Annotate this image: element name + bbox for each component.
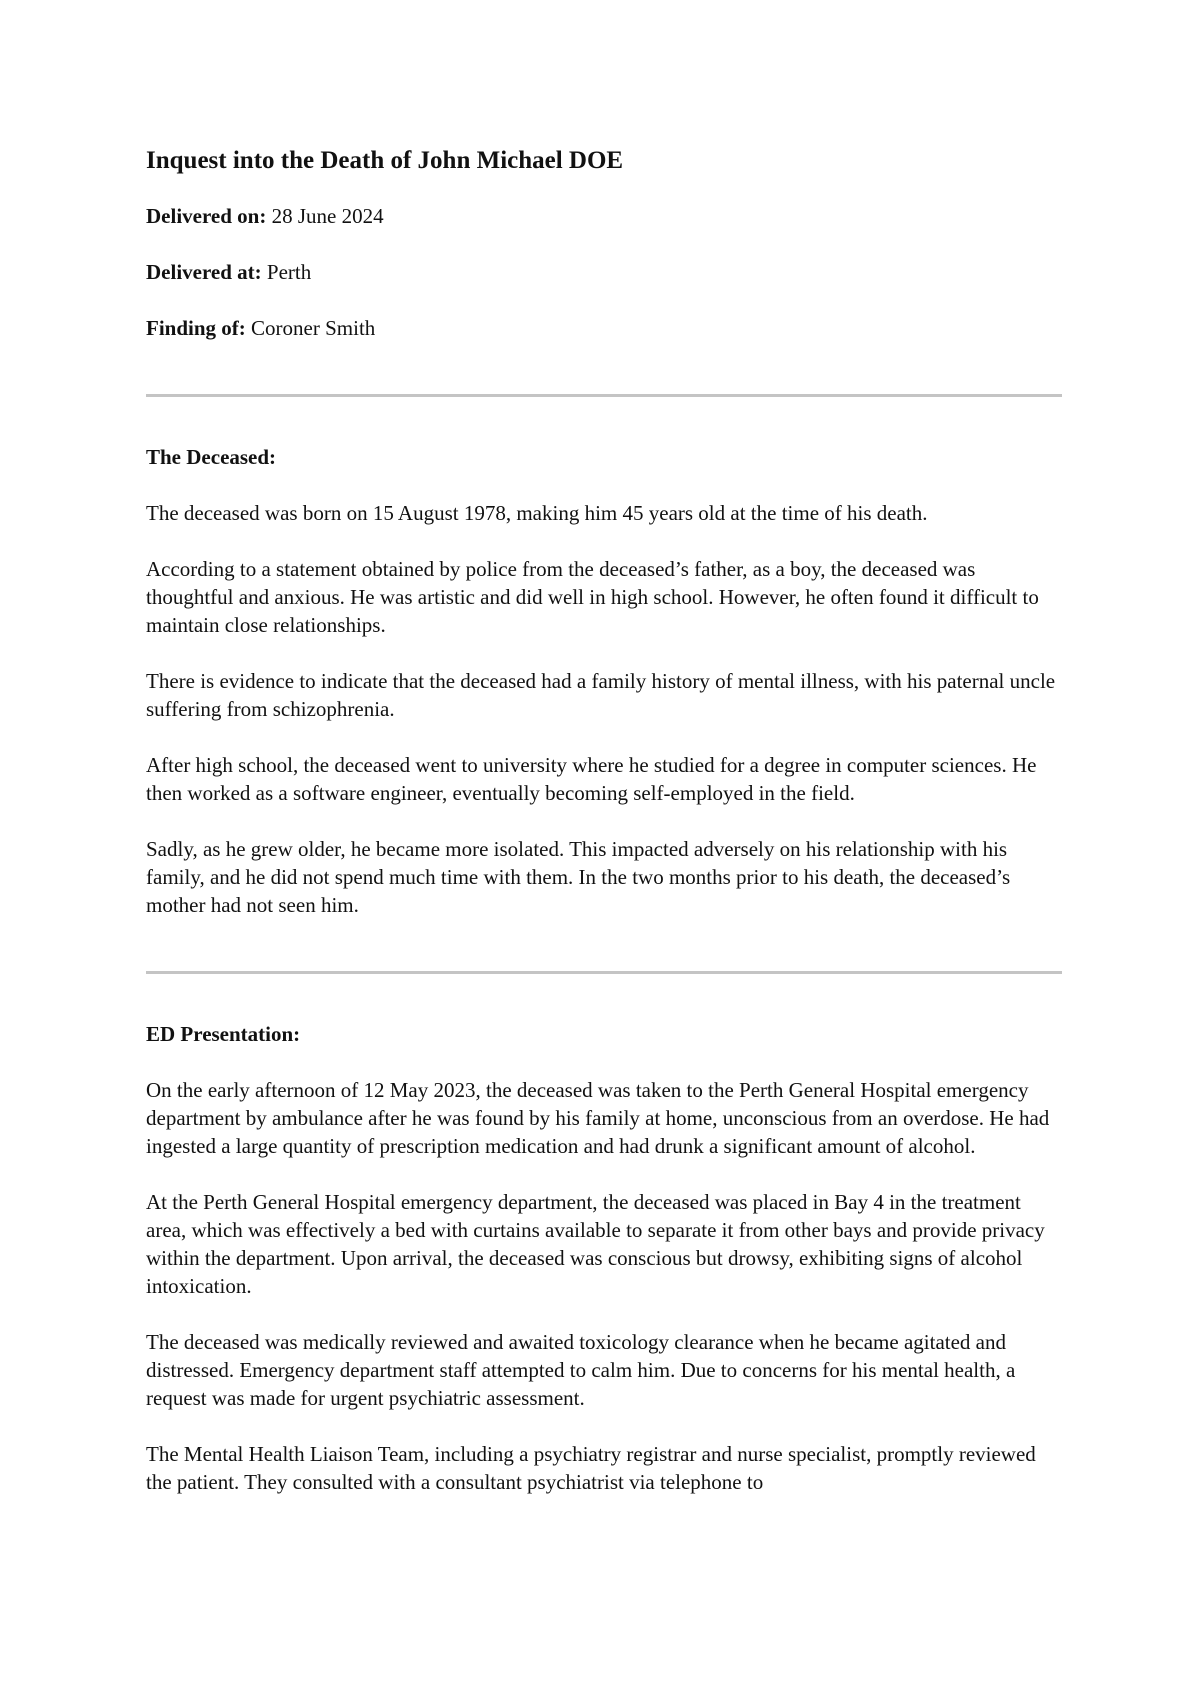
paragraph: According to a statement obtained by police from the deceased’s father, as a boy, the deceased was thoughtful and anxious. He was artistic and did well in high school. However, he often found it difficult to maintain close relationships. (146, 557, 1039, 637)
paragraph: The deceased was medically reviewed and awaited toxicology clearance when he became agitated and distressed. Emergency department staff attempted to calm him. Due to concerns for his mental health, a request was made for urgent psychiatric assessment. (146, 1330, 1016, 1410)
paragraph: There is evidence to indicate that the deceased had a family history of mental illness, with his paternal uncle suffering from schizophrenia. (146, 669, 1056, 721)
section-heading: The Deceased: (146, 445, 277, 469)
finding-of-label: Finding of: (146, 316, 246, 340)
finding-of-line (146, 314, 1062, 342)
paragraph: The Mental Health Liaison Team, including a psychiatry registrar and nurse specialist, promptly reviewed the patient. They consulted with a consultant psychiatrist via telephone to (146, 1442, 1036, 1494)
section-divider (146, 394, 1062, 397)
delivered-on-label: Delivered on: (146, 204, 267, 228)
paragraph: Sadly, as he grew older, he became more isolated. This impacted adversely on his relationship with his family, and he did not spend much time with them. In the two months prior to his death, the deceased’s mother had not seen him. (146, 837, 1011, 917)
paragraph: On the early afternoon of 12 May 2023, the deceased was taken to the Perth General Hospital emergency department by ambulance after he was found by his family at home, unconscious from an overdose. He had ingested a large quantity of prescription medication and had drunk a significant amount of alcohol. (146, 1078, 1050, 1158)
section-ed-presentation (146, 1020, 1062, 1496)
section-heading: ED Presentation: (146, 1022, 301, 1046)
delivered-at-line (146, 258, 1062, 286)
delivered-at-label: Delivered at: (146, 260, 262, 284)
section-deceased (146, 443, 1062, 919)
delivered-on-line (146, 202, 1062, 230)
paragraph: After high school, the deceased went to university where he studied for a degree in computer sciences. He then worked as a software engineer, eventually becoming self-employed in the field. (146, 753, 1037, 805)
delivered-on-value: 28 June 2024 (271, 204, 384, 228)
paragraph: The deceased was born on 15 August 1978, making him 45 years old at the time of his death. (146, 501, 928, 525)
document-page (146, 144, 1062, 1524)
finding-of-value: Coroner Smith (251, 316, 376, 340)
document-title: Inquest into the Death of John Michael DOE (146, 147, 624, 174)
paragraph: At the Perth General Hospital emergency department, the deceased was placed in Bay 4 in the treatment area, which was effectively a bed with curtains available to separate it from other bays and provide privacy within the department. Upon arrival, the deceased was conscious but drowsy, exhibiting signs of alcohol intoxication. (146, 1190, 1045, 1298)
section-divider (146, 971, 1062, 974)
delivered-at-value: Perth (266, 260, 312, 284)
